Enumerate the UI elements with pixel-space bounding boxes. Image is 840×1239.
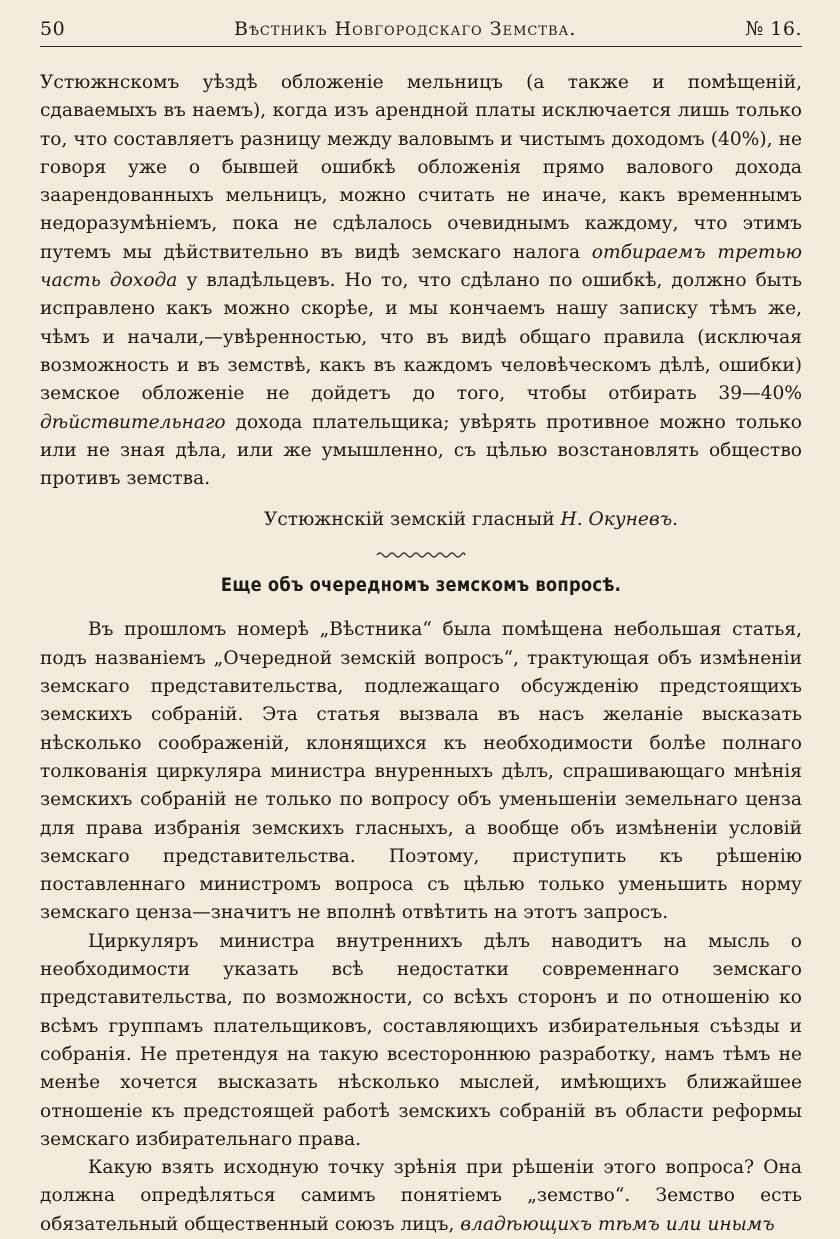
article1-paragraph xyxy=(40,69,802,493)
article2-title: Еще объ очередномъ земскомъ вопросѣ. xyxy=(220,574,622,597)
running-header xyxy=(40,18,802,47)
text-run: Устюжнскомъ уѣздѣ обложеніе мельницъ (а также и помѣщеній, сдаваемыхъ въ наемъ), когда изъ арендной платы исключается лишь только то, что составляетъ разницу между валовымъ и чистымъ доходомъ (40%), не говоря уже о бывшей ошибкѣ обложенія прямо валового дохода заарендованныхъ мельницъ, можно считать не иначе, какъ временнымъ недоразумѣніемъ, пока не сдѣлалось очевиднымъ каждому, что этимъ путемъ мы дѣйствительно въ видѣ земскаго налога xyxy=(40,72,802,263)
signature-name: Н. Окуневъ. xyxy=(560,509,679,531)
article2-paragraph-3 xyxy=(40,1154,802,1239)
page-number: 50 xyxy=(40,18,66,40)
italic-run: отбираемъ третью часть дохода xyxy=(40,241,802,292)
text-run: Какую взять исходную точку зрѣнія при рѣшеніи этого вопроса? Она должна опредѣляться самимъ понятіемъ „земство“. Земство есть обязательный общественный союзъ лицъ, xyxy=(40,1157,802,1235)
text-run: у владѣльцевъ. Но то, что сдѣлано по ошибкѣ, должно быть исправлено какъ можно скорѣе, и мы кончаемъ нашу записку тѣмъ же, чѣмъ и начали,—увѣренностью, что въ видѣ общаго правила (исключая возможность и въ земствѣ, какъ въ каждомъ человѣческомъ дѣлѣ, ошибки) земское обложеніе не дойдетъ до того, чтобы отбирать 39—40% xyxy=(40,270,802,405)
journal-title: Вѣстникъ Новгородскаго Земства. xyxy=(233,18,577,40)
text-run: дохода плательщика; увѣрять противное можно только или не зная дѣла, или же умышленно, съ цѣлью возстановлять общество противъ земства. xyxy=(40,411,802,490)
wavy-divider-icon xyxy=(375,550,467,560)
issue-number: № 16. xyxy=(745,18,802,40)
signature-role: Устюжнскій земскій гласный xyxy=(263,509,561,531)
wavy-divider xyxy=(40,550,802,560)
article2-paragraph-1: Въ прошломъ номерѣ „Вѣстника“ была помѣщена небольшая статья, подъ названіемъ „Очередной земскій вопросъ“, трактующая объ измѣненіи земскаго представительства, подлежащаго обсужденію предстоящихъ земскихъ собраній. Эта статья вызвала въ насъ желаніе высказать нѣсколько соображеній, клонящихся къ необходимости болѣе полнаго толкованія циркуляра министра внуренныхъ дѣлъ, спрашивающаго мнѣнія земскихъ собраній не только по вопросу объ уменьшеніи земельнаго ценза для права избранія земскихъ гласныхъ, а вообще объ измѣненіи условій земскаго представительства. Поэтому, приступить къ рѣшенію поставленнаго министромъ вопроса съ цѣлью только уменьшить норму земскаго ценза—значитъ не вполнѣ отвѣтить на этотъ запросъ. xyxy=(40,619,802,924)
article2-paragraph-2: Циркуляръ министра внутреннихъ дѣлъ наводитъ на мысль о необходимости указать всѣ недостатки современнаго земскаго представительства, по возможности, со всѣхъ сторонъ и по отношенію ко всѣмъ группамъ плательщиковъ, составляющихъ избирательныя съѣзды и собранія. Не претендуя на такую всестороннюю разработку, намъ тѣмъ не менѣе хочется высказать нѣсколько мыслей, имѣющихъ ближайшее отношеніе къ предстоящей работѣ земскихъ собраній въ области реформы земскаго избирательнаго права. xyxy=(40,930,802,1150)
italic-run: дѣйствительнаго xyxy=(40,411,226,433)
italic-run: владѣющихъ тѣмъ или инымъ xyxy=(460,1213,775,1235)
signature xyxy=(40,509,802,530)
